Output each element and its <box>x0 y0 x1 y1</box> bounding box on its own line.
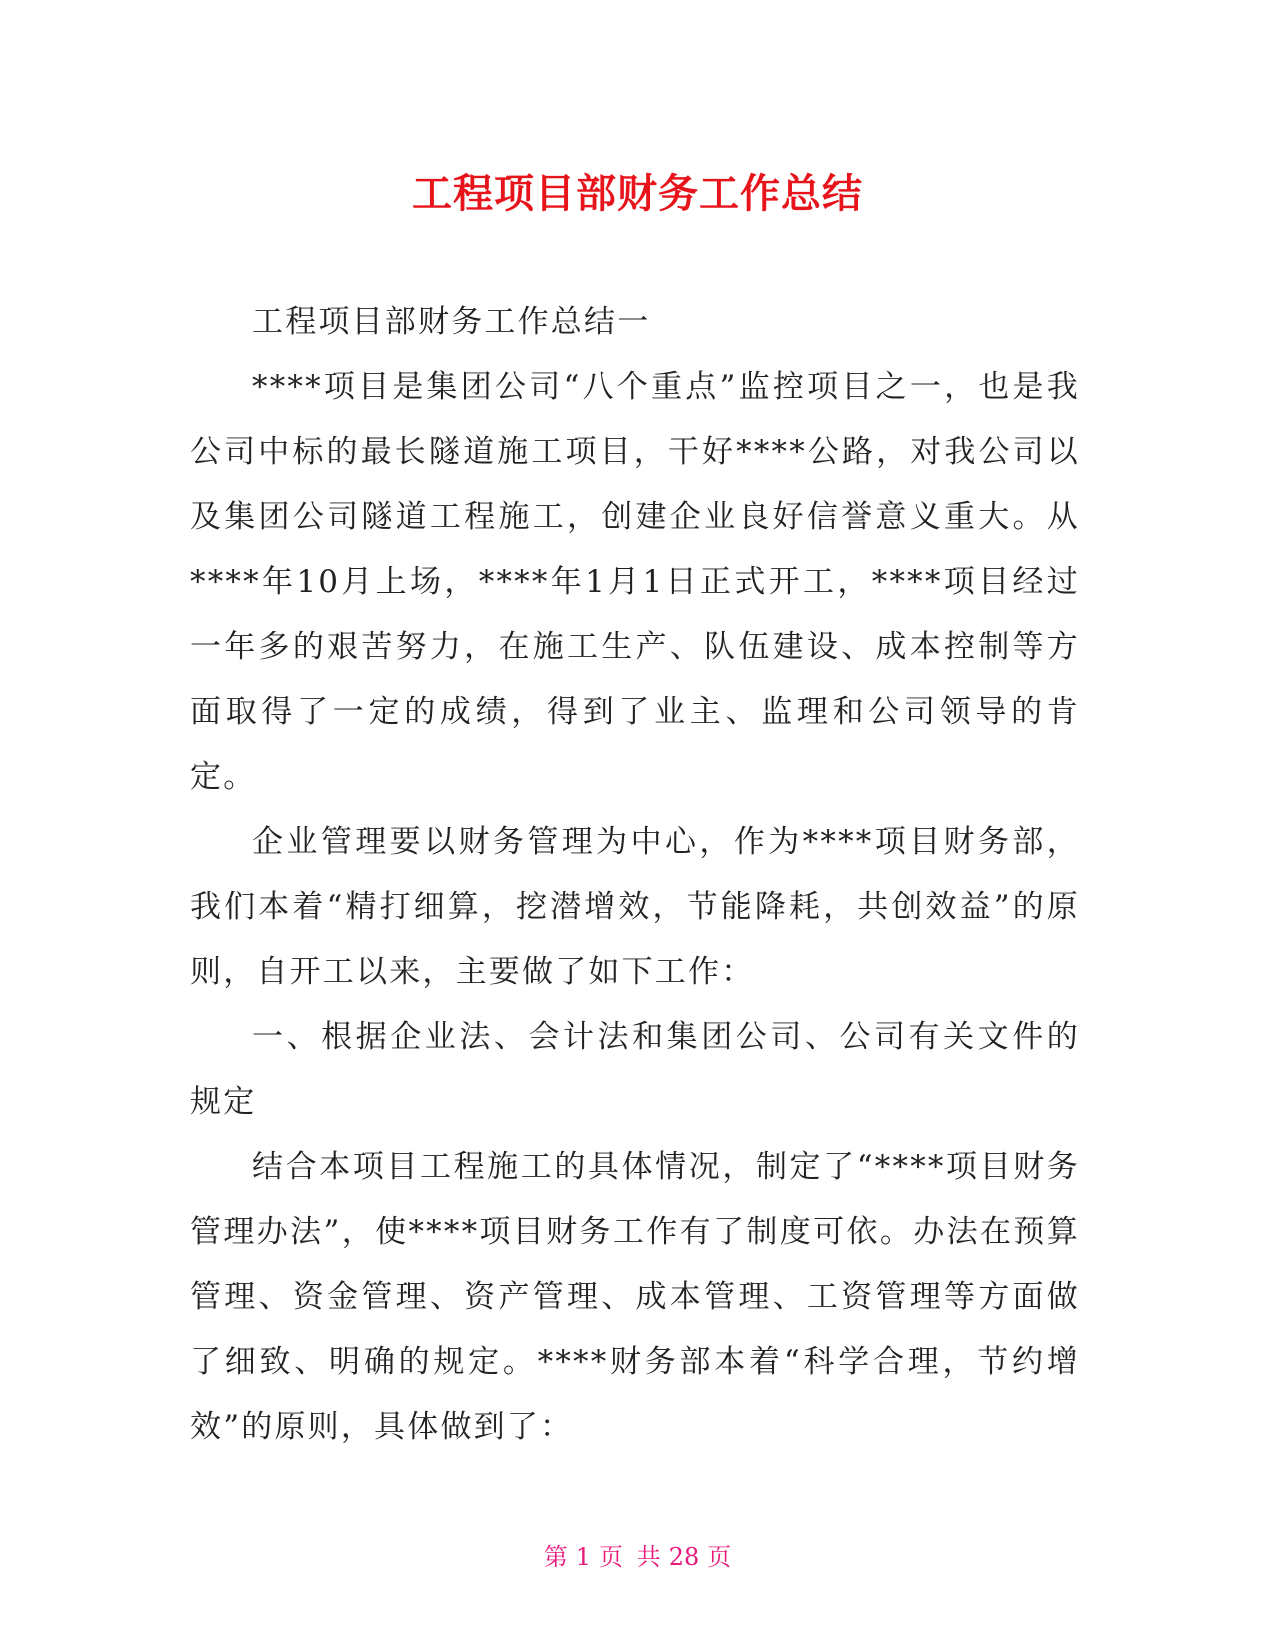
paragraph-project-intro: ****项目是集团公司“八个重点”监控项目之一，也是我公司中标的最长隧道施工项目，干好****公路，对我公司以及集团公司隧道工程施工，创建企业良好信誉意义重大。从****年10月上场，****年1月1日正式开工，****项目经过一年多的艰苦努力，在施工生产、队伍建设、成本控制等方面取得了一定的成绩，得到了业主、监理和公司领导的肯定。 <box>190 369 1080 795</box>
paragraph-section-one-heading: 一、根据企业法、会计法和集团公司、公司有关文件的规定 <box>190 1019 1080 1120</box>
page-number-footer <box>0 1537 1275 1572</box>
document-body <box>190 290 1080 1460</box>
document-title: 工程项目部财务工作总结 <box>412 171 863 217</box>
footer-suffix: 页 <box>707 1543 732 1571</box>
footer-current-page: 1 <box>575 1543 592 1571</box>
paragraph-subtitle: 工程项目部财务工作总结一 <box>252 304 651 340</box>
paragraph-management-principle: 企业管理要以财务管理为中心，作为****项目财务部，我们本着“精打细算，挖潜增效，节能降耗，共创效益”的原则，自开工以来，主要做了如下工作： <box>190 824 1080 990</box>
footer-prefix: 第 <box>543 1543 568 1571</box>
footer-total-pages: 28 <box>668 1543 700 1571</box>
footer-middle: 页 共 <box>599 1543 661 1571</box>
paragraph-financial-rules: 结合本项目工程施工的具体情况，制定了“****项目财务管理办法”，使****项目财务工作有了制度可依。办法在预算管理、资金管理、资产管理、成本管理、工资管理等方面做了细致、明确的规定。****财务部本着“科学合理，节约增效”的原则，具体做到了： <box>190 1149 1080 1445</box>
